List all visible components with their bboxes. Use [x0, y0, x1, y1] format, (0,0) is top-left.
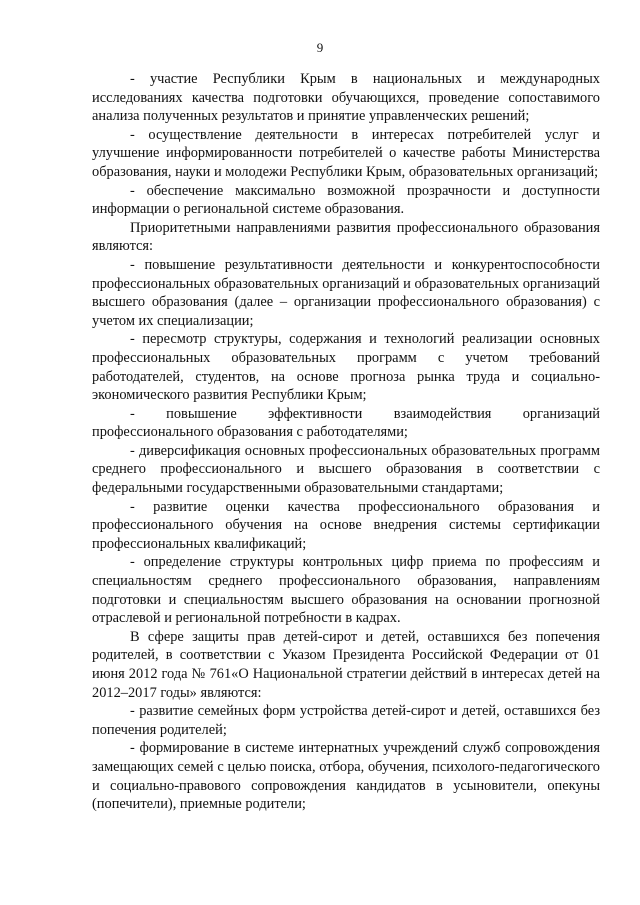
paragraph-quality-assessment: - развитие оценки качества профессионального образования и профессионального обучения на основе внедрения системы сертификации профессиональных квалификаций;	[92, 498, 600, 552]
paragraph-priorities-intro: Приоритетными направлениями развития профессионального образования являются:	[92, 219, 600, 255]
document-body	[92, 70, 600, 814]
paragraph-family-forms: - развитие семейных форм устройства детей-сирот и детей, оставшихся без попечения родителей;	[92, 703, 600, 738]
paragraph-employer-interaction: - повышение эффективности взаимодействия организаций профессионального образования с работодателями;	[92, 405, 600, 441]
paragraph-transparency: - обеспечение максимально возможной прозрачности и доступности информации о региональной системе образования.	[92, 182, 600, 218]
paragraph-diversification: - диверсификация основных профессиональных образовательных программ среднего профессионального и высшего образования в соответствии с федеральными государственными образовательными стандартами;	[92, 442, 600, 497]
page-number: 9	[316, 40, 324, 55]
paragraph-international-research: - участие Республики Крым в национальных и международных исследованиях качества подготовки обучающихся, проведение сопоставимого анализа полученных результатов и принятие управленческих решений;	[92, 71, 600, 125]
paragraph-admission-figures: - определение структуры контрольных цифр приема по профессиям и специальностям среднего профессионального образования, направлениям подготовки и специальностям высшего образования на основании прогнозной отраслевой и региональной потребности в кадрах.	[92, 554, 600, 627]
paragraph-consumer-interests: - осуществление деятельности в интересах потребителей услуг и улучшение информированности потребителей о качестве работы Министерства образования, науки и молодежи Республики Крым, образовательных организаций;	[92, 126, 600, 180]
paragraph-support-services: - формирование в системе интернатных учреждений служб сопровождения замещающих семей с целью поиска, отбора, обучения, психолого-педагогического и социально-правового сопровождения кандидатов в усыновители, опекуны (попечители), приемные родители;	[92, 740, 600, 813]
paragraph-orphans-rights: В сфере защиты прав детей-сирот и детей, оставшихся без попечения родителей, в соответствии с Указом Президента Российской Федерации от 01 июня 2012 года № 761«О Национальной стратегии действий в интересах детей на 2012–2017 годы» являются:	[92, 628, 600, 701]
paragraph-program-revision: - пересмотр структуры, содержания и технологий реализации основных профессиональных образовательных программ с учетом требований работодателей, студентов, на основе прогноза рынка труда и социально-экономического развития Республики Крым;	[92, 331, 600, 404]
paragraph-competitiveness: - повышение результативности деятельности и конкурентоспособности профессиональных образовательных организаций и образовательных организаций высшего образования (далее – организации профессионального образования) с учетом их специализации;	[92, 256, 600, 329]
